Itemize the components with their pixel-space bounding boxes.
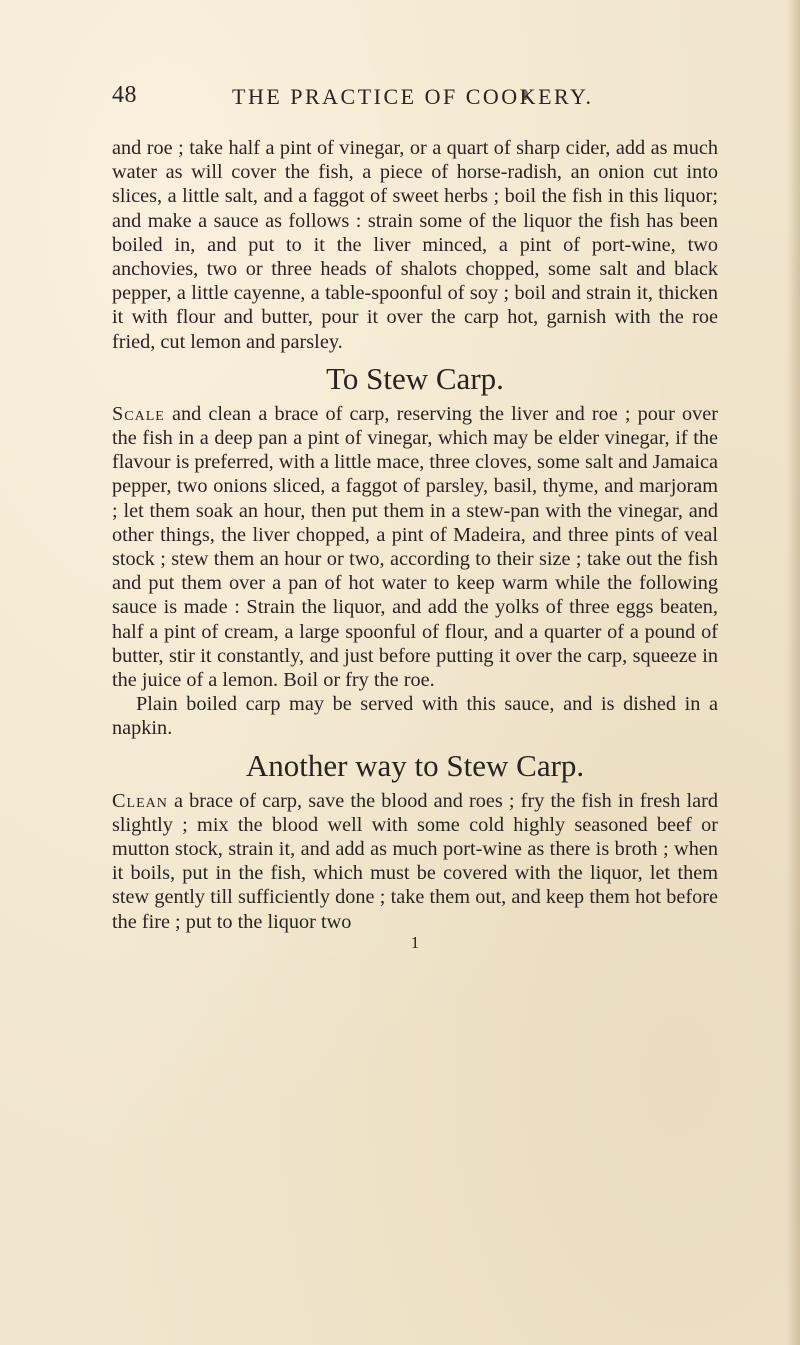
recipe-paragraph-stew-carp (112, 402, 718, 692)
paragraph-text: a brace of carp, save the blood and roes ; fry the fish in fresh lard slightly ; mix the blood well with some cold highly seasoned beef or mutton stock, strain it, and add as much port-wine as there is broth ; when it boils, put in the fish, which must be covered with the liquor, let them stew gently till sufficiently done ; take them out, and keep them hot before the fire ; put to the liquor two (112, 789, 718, 933)
running-head: THE PRACTICE OF COOKERY. (232, 84, 594, 109)
lead-word: Clean (112, 789, 168, 812)
page-number: 48 (112, 82, 137, 108)
page-body (112, 136, 718, 952)
paragraph-plain-boiled: Plain boiled carp may be served with this sauce, and is dished in a napkin. (112, 693, 718, 740)
page-header (112, 82, 722, 116)
recipe-heading-stew-carp: To Stew Carp. (326, 360, 504, 396)
recipe-paragraph-another-way (112, 789, 718, 934)
page-edge-shadow (786, 0, 800, 1345)
paragraph-text: and clean a brace of carp, reserving the liver and roe ; pour over the fish in a deep pan a pint of vinegar, which may be elder vinegar, if the flavour is preferred, with a little mace, three cloves, some salt and Jamaica pepper, two onions sliced, a faggot of parsley, basil, thyme, and marjoram ; let them soak an hour, then put them in a stew-pan with the vinegar, and other things, the liver chopped, a pint of Madeira, and three pints of veal stock ; stew them an hour or two, according to their size ; take out the fish and put them over a pan of hot water to keep warm while the following sauce is made : Strain the liquor, and add the yolks of three eggs beaten, half a pint of cream, a large spoonful of flour, and a quarter of a pound of butter, stir it constantly, and just before putting it over the carp, squeeze in the juice of a lemon. Boil or fry the roe. (112, 402, 718, 692)
signature-mark: 1 (410, 932, 420, 952)
paragraph-continued: and roe ; take half a pint of vinegar, or a quart of sharp cider, add as much water as will cover the fish, a piece of horse-radish, an onion cut into slices, a little salt, and a faggot of sweet herbs ; boil the fish in this liquor; and make a sauce as follows : strain some of the liquor the fish has been boiled in, and put to it the liver minced, a pint of port-wine, two anchovies, two or three heads of shalots chopped, some salt and black pepper, a little cayenne, a table-spoonful of soy ; boil and strain it, thicken it with flour and butter, pour it over the carp hot, garnish with the roe fried, cut lemon and parsley. (112, 137, 718, 353)
recipe-heading-another-way: Another way to Stew Carp. (245, 747, 585, 783)
lead-word: Scale (112, 402, 165, 425)
